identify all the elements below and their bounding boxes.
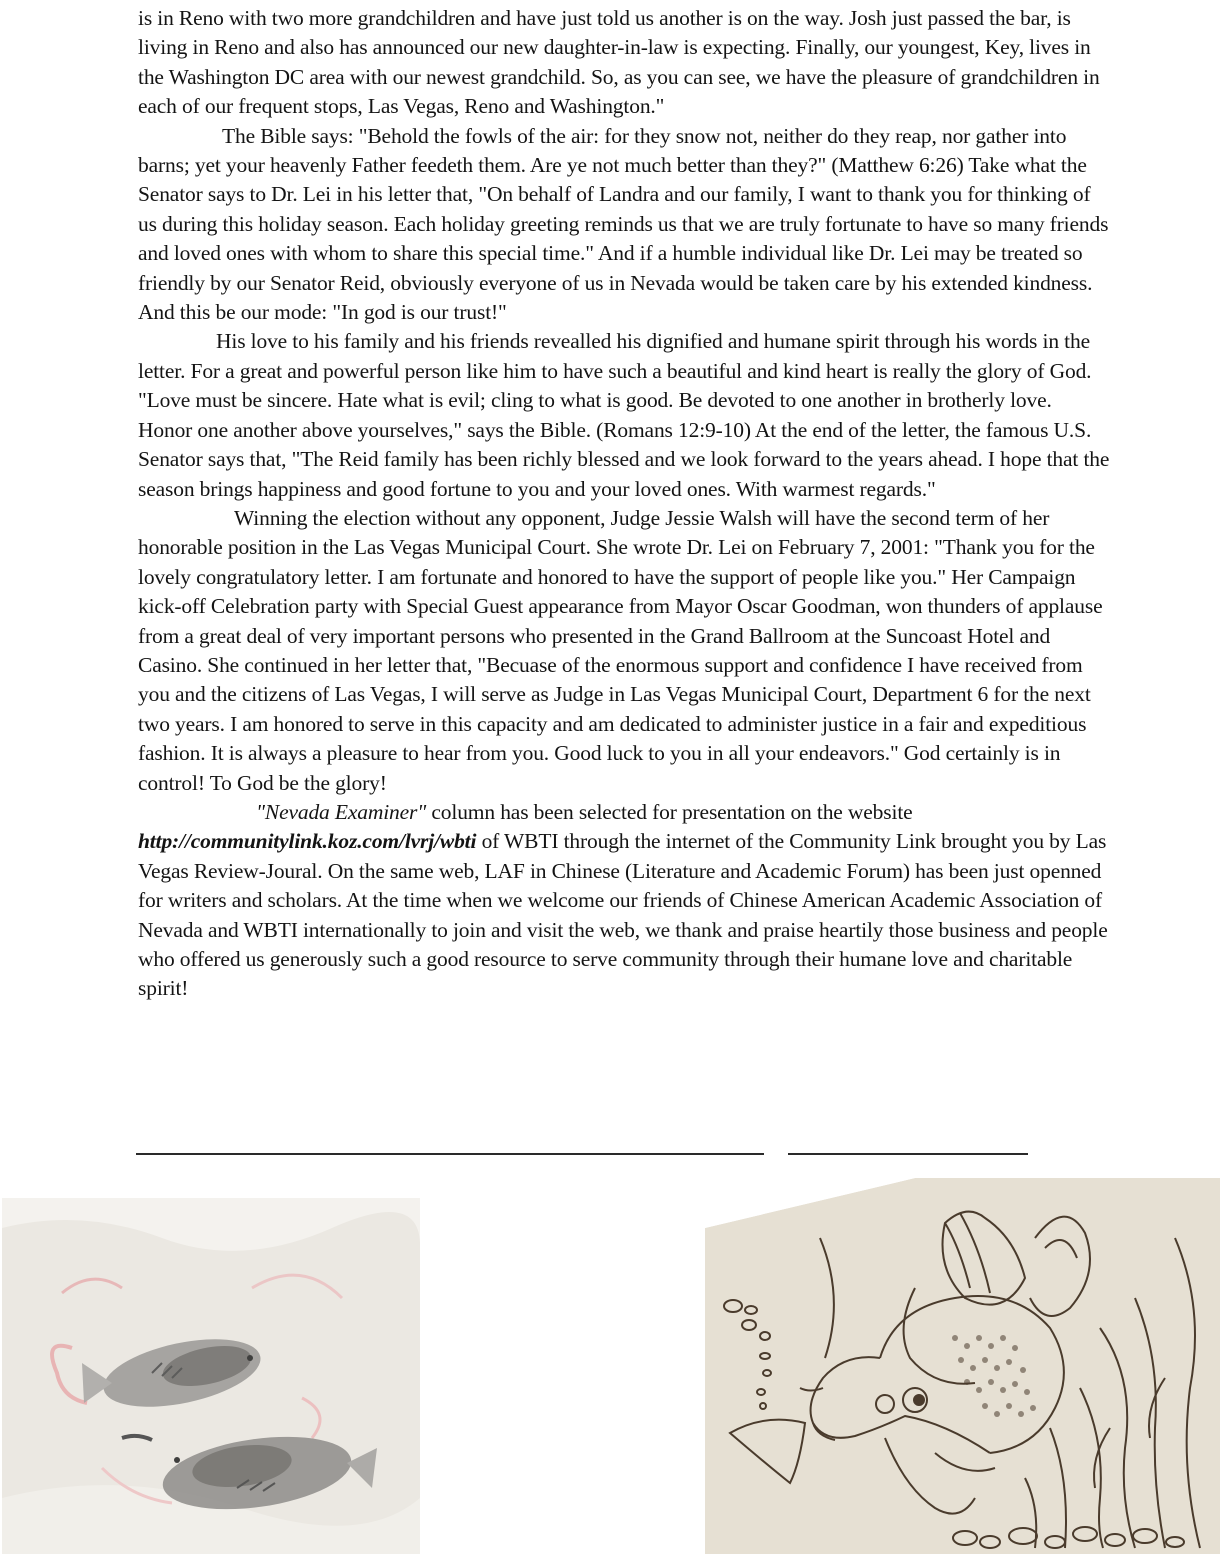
- divider-right: [788, 1153, 1028, 1155]
- paragraph-5: [138, 798, 1110, 1004]
- goldfish-sketch-image: [705, 1178, 1220, 1554]
- paragraph-4: Winning the election without any opponent, Judge Jessie Walsh will have the second term of her honorable position in the Las Vegas Municipal Court. She wrote Dr. Lei on February 7, 2001: "Thank you for the lovely congratulatory letter. I am fortunate and honored to have the support of people like you." Her Campaign kick-off Celebration party with Special Guest appearance from Mayor Oscar Goodman, won thunders of applause from a great deal of very important persons who presented in the Grand Ballroom at the Suncoast Hotel and Casino. She continued in her letter that, "Becuase of the enormous support and confidence I have received from you and the citizens of Las Vegas, I will serve as Judge in Las Vegas Municipal Court, Department 6 for the next two years. I am honored to serve in this capacity and am dedicated to administer justice in a fair and expeditious fashion. It is always a pleasure to hear from you. Good luck to you in all your endeavors." God certainly is in control! To God be the glory!: [138, 505, 1103, 795]
- ink-fish-image: [2, 1198, 420, 1554]
- paragraph-1: is in Reno with two more grandchildren and have just told us another is on the way. Josh just passed the bar, is living in Reno and also has announced our new daughter-in-law is expecting. Finally, our youngest, Key, lives in the Washington DC area with our newest grandchild. So, as you can see, we have the pleasure of grandchildren in each of our frequent stops, Las Vegas, Reno and Washington.": [138, 6, 1100, 119]
- paragraph-5-text-a: column has been selected for presentation on the website: [426, 799, 913, 824]
- magazine-title: "Nevada Examiner": [256, 799, 427, 824]
- article-text: [138, 4, 1110, 1004]
- paragraph-2: The Bible says: "Behold the fowls of the air: for they snow not, neither do they reap, nor gather into barns; yet your heavenly Father feedeth them. Are ye not much better than they?" (Matthew 6:26) Take what the Senator says to Dr. Lei in his letter that, "On behalf of Landra and our family, I want to thank you for thinking of us during this holiday season. Each holiday greeting reminds us that we are truly fortunate to have so many friends and loved ones with whom to share this special time." And if a humble individual like Dr. Lei may be treated so friendly by our Senator Reid, obviously everyone of us in Nevada would be taken care by his extended kindness. And this be our mode: "In god is our trust!": [138, 123, 1109, 325]
- divider-left: [136, 1153, 764, 1155]
- two-fish-painting: [2, 1198, 420, 1554]
- paragraph-3: His love to his family and his friends revealled his dignified and humane spirit through his words in the letter. For a great and powerful person like him to have such a beautiful and kind heart is really the glory of God. "Love must be sincere. Hate what is evil; cling to what is good. Be devoted to one another in brotherly love. Honor one another above yourselves," says the Bible. (Romans 12:9-10) At the end of the letter, the famous U.S. Senator says that, "The Reid family has been richly blessed and we look forward to the years ahead. I hope that the season brings happiness and good fortune to you and your loved ones. With warmest regards.": [138, 329, 1110, 501]
- goldfish-drawing: [705, 1178, 1220, 1554]
- paragraph-5-text-b: of WBTI through the internet of the Community Link brought you by Las Vegas Review-Joural. On the same web, LAF in Chinese (Literature and Academic Forum) has been just openned for writers and scholars. At the time when we welcome our friends of Chinese American Academic Association of Nevada and WBTI internationally to join and visit the web, we thank and praise heartily those business and people who offered us generously such a good resource to serve community through their humane love and charitable spirit!: [138, 829, 1108, 1001]
- website-link: http://communitylink.koz.com/lvrj/wbti: [138, 829, 477, 854]
